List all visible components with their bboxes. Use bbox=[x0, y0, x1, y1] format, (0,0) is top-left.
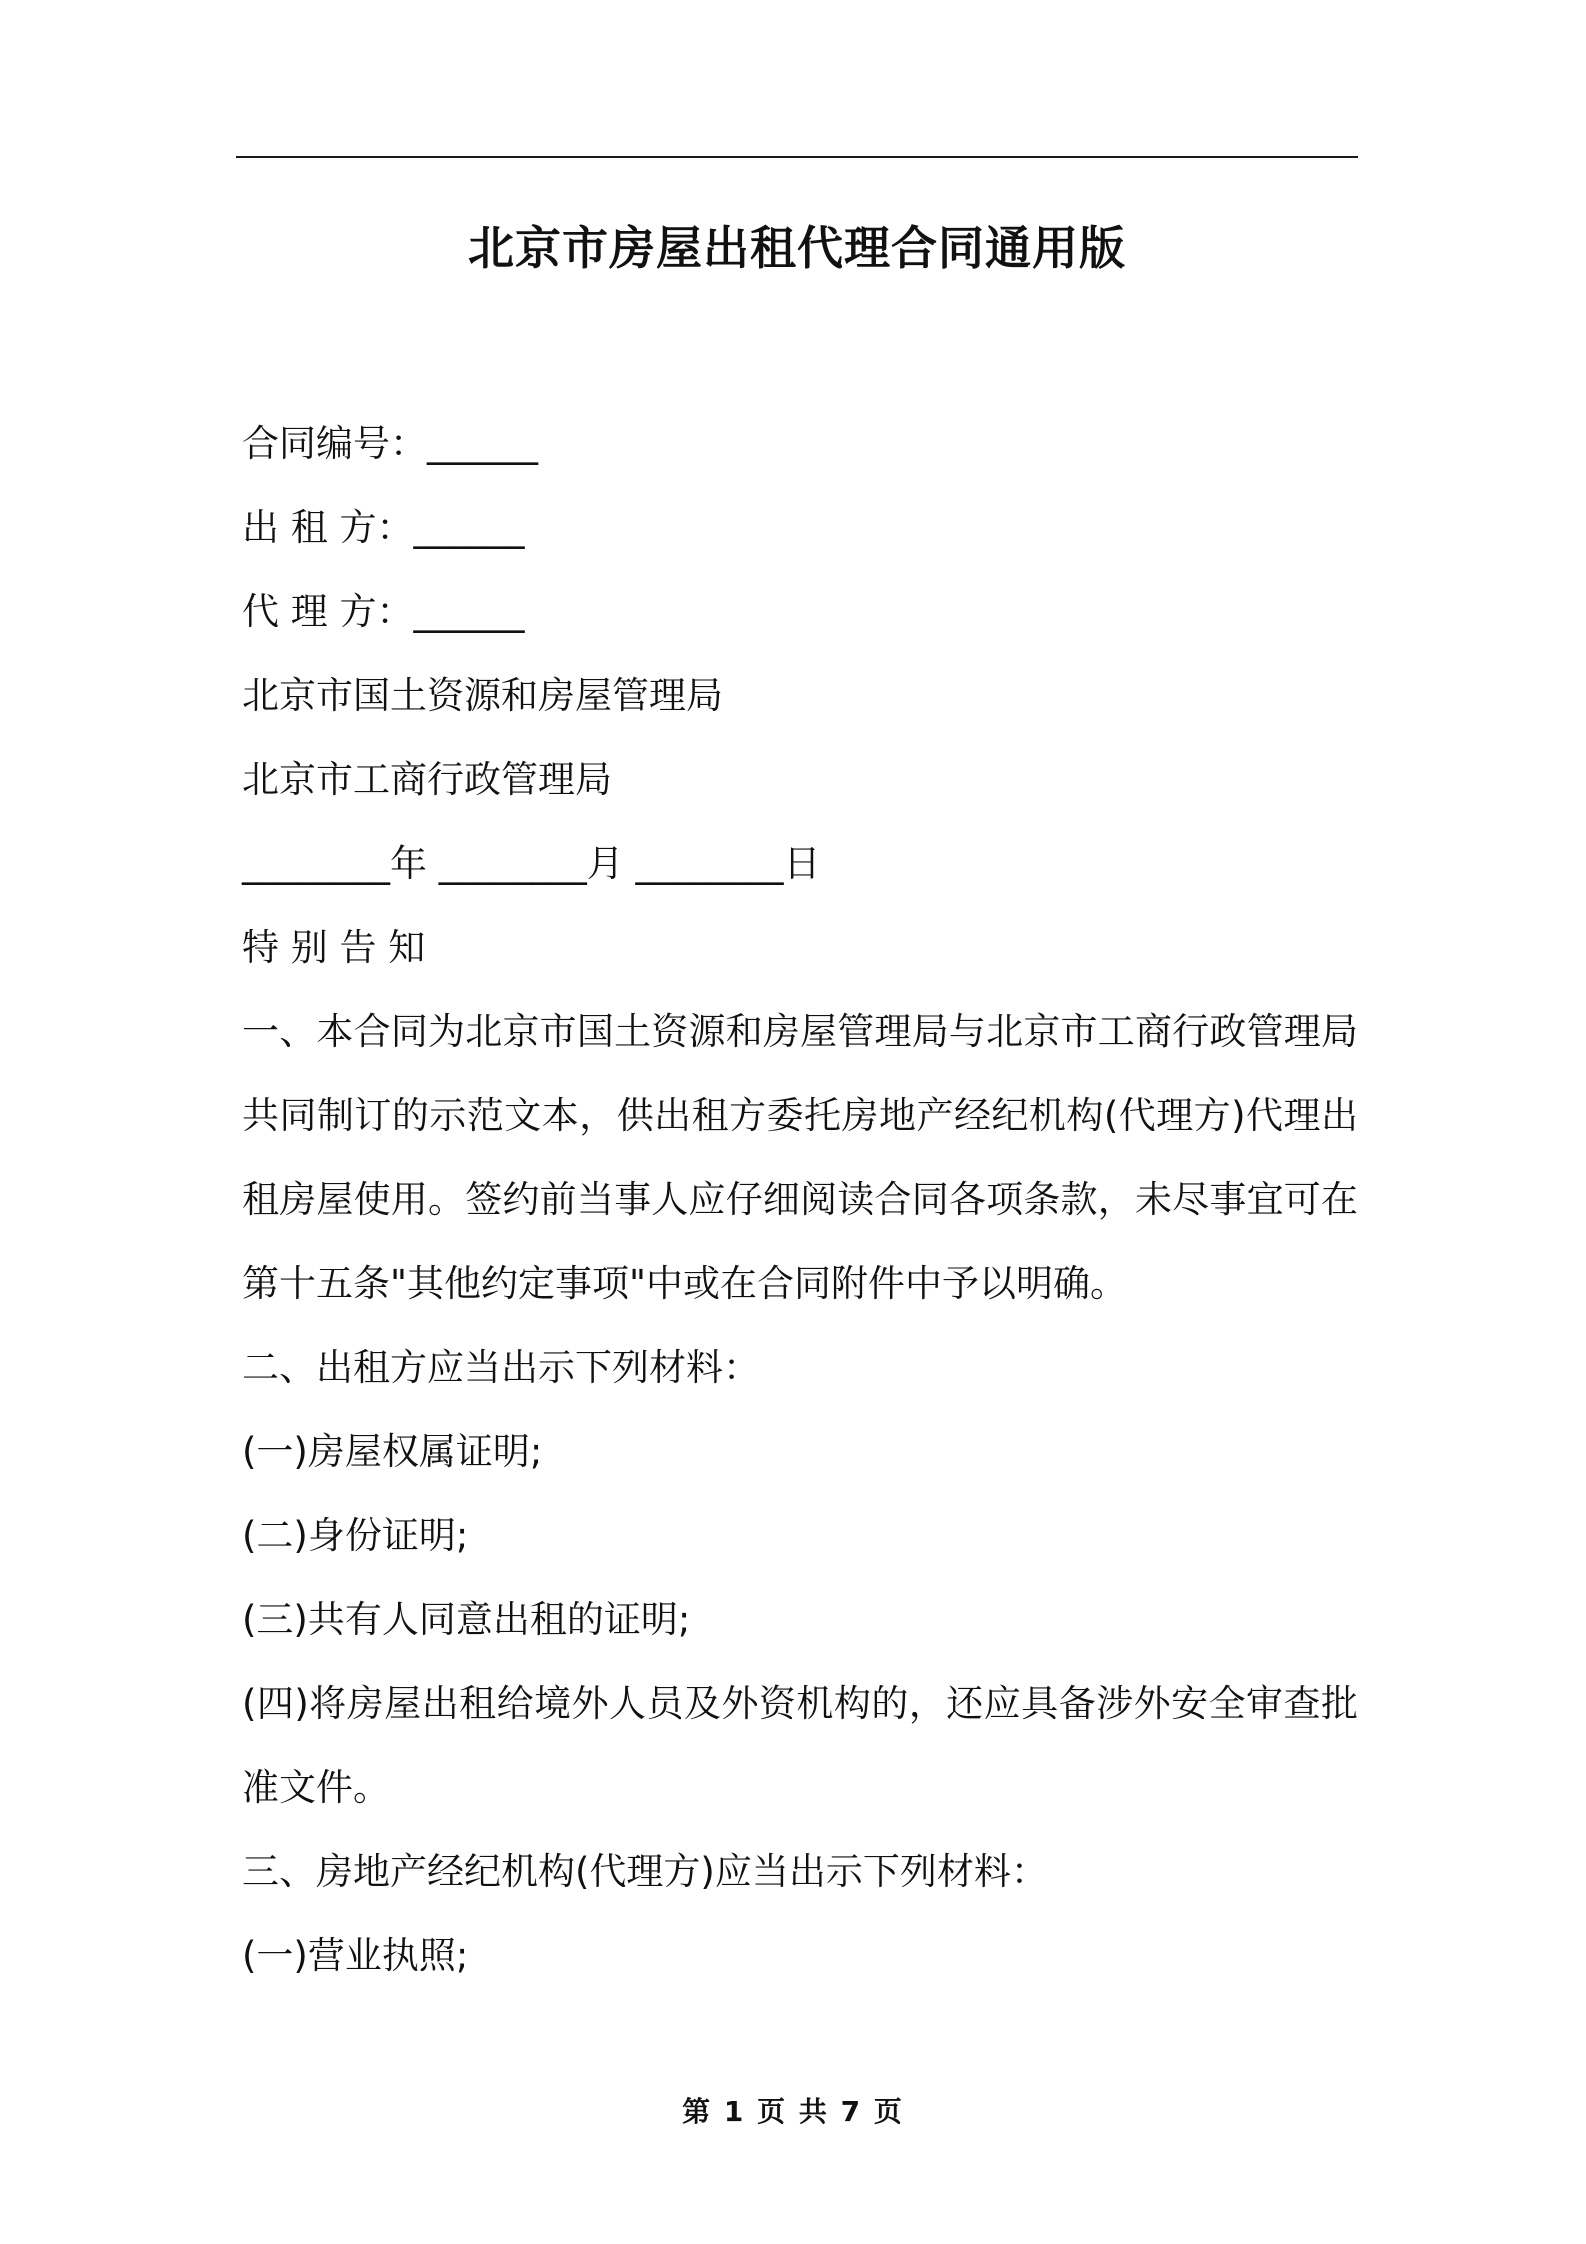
clause-2-item: (一)房屋权属证明; bbox=[242, 1430, 543, 1473]
contract-number-field: 合同编号：______ bbox=[242, 422, 538, 465]
document-title: 北京市房屋出租代理合同通用版 bbox=[468, 221, 1126, 275]
clause-2-item: (四)将房屋出租给境外人员及外资机构的，还应具备涉外安全审查批准文件。 bbox=[242, 1682, 1358, 1809]
page-footer: 第 1 页 共 7 页 bbox=[682, 2095, 904, 2128]
notice-heading: 特 别 告 知 bbox=[242, 926, 426, 969]
clause-3-item: (一)营业执照; bbox=[242, 1934, 469, 1977]
clause-3: 三、房地产经纪机构(代理方)应当出示下列材料： bbox=[242, 1850, 1048, 1893]
clause-2: 二、出租方应当出示下列材料： bbox=[242, 1346, 760, 1389]
clause-1: 一、本合同为北京市国土资源和房屋管理局与北京市工商行政管理局共同制订的示范文本，供出租方委托房地产经纪机构(代理方)代理出租房屋使用。签约前当事人应仔细阅读合同各项条款，未尽事宜可在第十五条"其他约定事项"中或在合同附件中予以明确。 bbox=[242, 1010, 1358, 1305]
date-line: ________年 ________月 ________日 bbox=[242, 842, 821, 885]
issuer-commerce-bureau: 北京市工商行政管理局 bbox=[242, 758, 612, 801]
agent-field: 代 理 方：______ bbox=[242, 590, 525, 633]
issuer-housing-bureau: 北京市国土资源和房屋管理局 bbox=[242, 674, 723, 717]
clause-2-item: (三)共有人同意出租的证明; bbox=[242, 1598, 691, 1641]
clause-2-item: (二)身份证明; bbox=[242, 1514, 469, 1557]
document-body bbox=[242, 402, 1358, 1998]
lessor-field: 出 租 方：______ bbox=[242, 506, 525, 549]
header-rule bbox=[236, 156, 1358, 158]
